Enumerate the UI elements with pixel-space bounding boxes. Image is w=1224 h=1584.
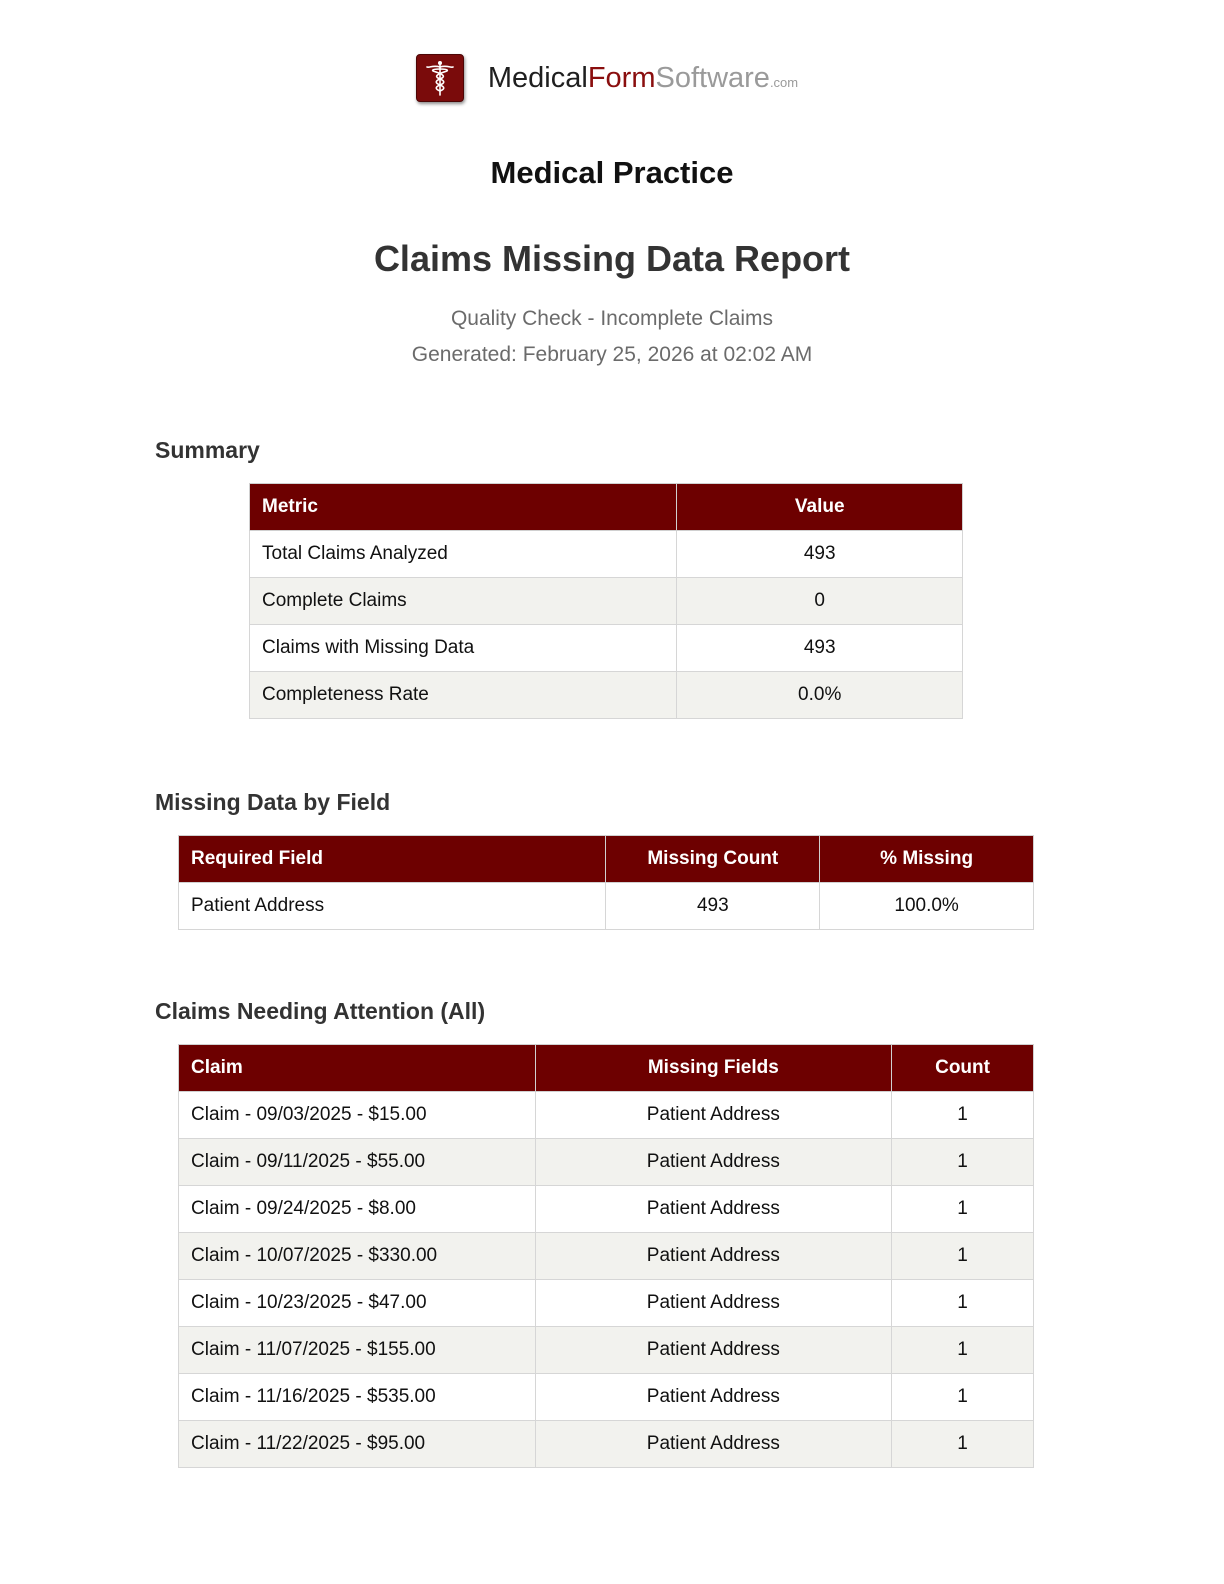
brand-header — [0, 51, 1224, 105]
table-row — [179, 1139, 1034, 1186]
summary-value-cell: 0.0% — [677, 672, 963, 719]
claims-header-row — [179, 1045, 1034, 1092]
summary-title: Summary — [155, 437, 260, 463]
missing-count-cell: 493 — [606, 883, 820, 930]
missing-fields-cell: Patient Address — [535, 1374, 892, 1421]
logo — [416, 54, 464, 102]
count-cell: 1 — [892, 1327, 1034, 1374]
table-row — [179, 1233, 1034, 1280]
table-row — [179, 1421, 1034, 1468]
table-row — [179, 1280, 1034, 1327]
summary-header-metric: Metric — [250, 484, 677, 531]
table-row — [179, 883, 1034, 930]
count-cell: 1 — [892, 1092, 1034, 1139]
practice-name: Medical Practice — [490, 155, 734, 190]
claim-cell: Claim - 09/11/2025 - $55.00 — [179, 1139, 536, 1186]
claim-cell: Claim - 10/23/2025 - $47.00 — [179, 1280, 536, 1327]
missing-fields-cell: Patient Address — [535, 1280, 892, 1327]
summary-header-row — [250, 484, 963, 531]
claim-cell: Claim - 11/16/2025 - $535.00 — [179, 1374, 536, 1421]
table-row — [250, 531, 963, 578]
header-missing-fields: Missing Fields — [535, 1045, 892, 1092]
claim-cell: Claim - 10/07/2025 - $330.00 — [179, 1233, 536, 1280]
table-row — [179, 1374, 1034, 1421]
count-cell: 1 — [892, 1139, 1034, 1186]
summary-value-cell: 493 — [677, 531, 963, 578]
claims-attention-table — [178, 1044, 1034, 1468]
summary-metric-cell: Complete Claims — [250, 578, 677, 625]
report-title: Claims Missing Data Report — [373, 238, 851, 279]
field-name-cell: Patient Address — [179, 883, 606, 930]
missing-header-row — [179, 836, 1034, 883]
missing-fields-cell: Patient Address — [535, 1092, 892, 1139]
table-row — [250, 672, 963, 719]
header-count: Count — [892, 1045, 1034, 1092]
summary-metric-cell: Claims with Missing Data — [250, 625, 677, 672]
report-subtitle: Quality Check - Incomplete Claims — [450, 307, 774, 330]
missing-by-field-table — [178, 835, 1034, 930]
summary-metric-cell: Total Claims Analyzed — [250, 531, 677, 578]
claims-attention-title: Claims Needing Attention (All) — [155, 998, 486, 1024]
brand-word-com: .com — [769, 74, 799, 90]
missing-by-field-title: Missing Data by Field — [155, 789, 391, 815]
claim-cell: Claim - 09/24/2025 - $8.00 — [179, 1186, 536, 1233]
claim-cell: Claim - 11/22/2025 - $95.00 — [179, 1421, 536, 1468]
claim-cell: Claim - 09/03/2025 - $15.00 — [179, 1092, 536, 1139]
table-row — [179, 1186, 1034, 1233]
count-cell: 1 — [892, 1233, 1034, 1280]
summary-value-cell: 0 — [677, 578, 963, 625]
claim-cell: Claim - 11/07/2025 - $155.00 — [179, 1327, 536, 1374]
summary-value-cell: 493 — [677, 625, 963, 672]
percent-missing-cell: 100.0% — [820, 883, 1034, 930]
missing-fields-cell: Patient Address — [535, 1186, 892, 1233]
summary-metric-cell: Completeness Rate — [250, 672, 677, 719]
count-cell: 1 — [892, 1421, 1034, 1468]
header-claim: Claim — [179, 1045, 536, 1092]
missing-fields-cell: Patient Address — [535, 1139, 892, 1186]
table-row — [179, 1327, 1034, 1374]
brand-word-software: Software — [655, 61, 770, 94]
brand-wordmark — [488, 62, 798, 95]
missing-fields-cell: Patient Address — [535, 1421, 892, 1468]
table-row — [179, 1092, 1034, 1139]
table-row — [250, 578, 963, 625]
brand-word-medical: Medical — [487, 61, 588, 94]
missing-fields-cell: Patient Address — [535, 1233, 892, 1280]
generated-timestamp: Generated: February 25, 2026 at 02:02 AM — [411, 343, 813, 366]
table-row — [250, 625, 963, 672]
summary-table — [249, 483, 963, 719]
count-cell: 1 — [892, 1374, 1034, 1421]
caduceus-icon — [425, 59, 455, 97]
header-missing-count: Missing Count — [606, 836, 820, 883]
header-percent-missing: % Missing — [820, 836, 1034, 883]
count-cell: 1 — [892, 1280, 1034, 1327]
brand-word-form: Form — [587, 61, 656, 94]
missing-fields-cell: Patient Address — [535, 1327, 892, 1374]
count-cell: 1 — [892, 1186, 1034, 1233]
summary-header-value: Value — [677, 484, 963, 531]
header-required-field: Required Field — [179, 836, 606, 883]
